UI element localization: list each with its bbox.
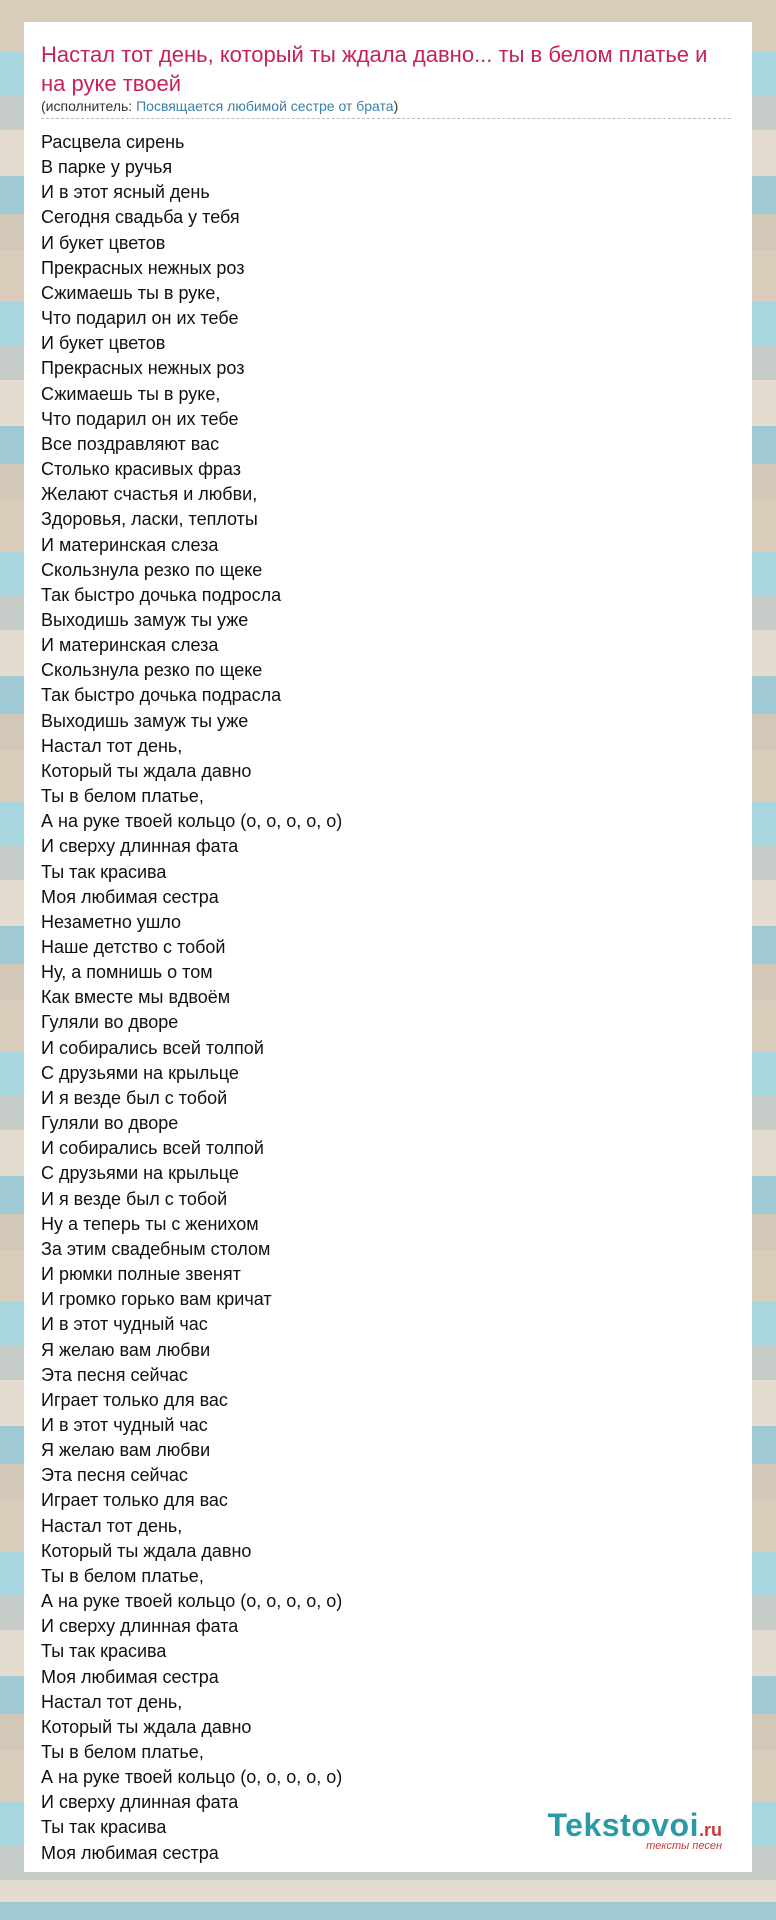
lyric-line: Выходишь замуж ты уже [41,710,249,731]
lyrics-card [24,22,752,1872]
lyric-line: Скользнула резко по щеке [41,660,263,681]
lyric-line: С друзьями на крыльце [41,1163,239,1184]
lyric-line: С друзьями на крыльце [41,1062,239,1083]
lyric-line: Сжимаешь ты в руке, [41,383,221,404]
lyric-line: И букет цветов [41,333,166,354]
lyric-line: Скользнула резко по щеке [41,559,263,580]
lyric-line: Так быстро дочька подросла [41,584,282,605]
logo-tld: .ru [698,1820,722,1840]
lyric-line: Сегодня свадьба у тебя [41,207,240,228]
lyric-line: И в этот ясный день [41,182,210,203]
lyric-line: Ты так красива [41,1817,167,1838]
lyric-line: Который ты ждала давно [41,1716,252,1737]
lyric-line: Как вместе мы вдвоём [41,987,231,1008]
lyric-line: Я желаю вам любви [41,1440,211,1461]
lyric-line: И сверху длинная фата [41,1616,239,1637]
lyric-line: И материнская слеза [41,635,219,656]
lyric-line: Ну а теперь ты с женихом [41,1213,259,1234]
lyric-line: Гуляли во дворе [41,1012,179,1033]
lyric-line: И материнская слеза [41,534,219,555]
lyric-line: И в этот чудный час [41,1414,208,1435]
lyric-line: В парке у ручья [41,157,173,178]
lyric-line: Настал тот день, [41,1691,183,1712]
lyric-line: Играет только для вас [41,1490,228,1511]
lyric-line: Выходишь замуж ты уже [41,609,249,630]
lyric-line: И в этот чудный час [41,1314,208,1335]
lyric-line: И собирались всей толпой [41,1138,264,1159]
lyric-line: Ты так красива [41,1641,167,1662]
lyric-line: Что подарил он их тебе [41,308,239,329]
lyric-line: И я везде был с тобой [41,1188,228,1209]
lyric-line: Настал тот день, [41,735,183,756]
lyric-line: Ты так красива [41,861,167,882]
lyric-line: А на руке твоей кольцо (о, о, о, о, о) [41,1767,343,1788]
lyric-line: А на руке твоей кольцо (о, о, о, о, о) [41,811,343,832]
lyric-line: Наше детство с тобой [41,937,226,957]
lyric-line: Гуляли во дворе [41,1113,179,1134]
lyric-line: А на руке твоей кольцо (о, о, о, о, о) [41,1591,343,1612]
lyric-line: Эта песня сейчас [41,1465,188,1486]
lyric-line: Прекрасных нежных роз [41,358,245,379]
artist-prefix: (исполнитель: [41,98,137,114]
page-title: Настал тот день, который ты ждала давно... ты в белом платье и на руке твоей [41,42,708,96]
lyric-line: Ты в белом платье, [41,1742,204,1762]
lyric-line: Сжимаешь ты в руке, [41,282,221,303]
artist-link[interactable]: Посвящается любимой сестре от брата [136,98,394,114]
lyric-line: Ты в белом платье, [41,1565,204,1586]
lyric-line: Моя любимая сестра [41,1666,219,1687]
lyric-line: И собирались всей толпой [41,1037,264,1058]
lyric-line: И сверху длинная фата [41,1792,239,1813]
lyric-line: И я везде был с тобой [41,1087,228,1108]
lyric-line: За этим свадебным столом [41,1238,271,1259]
lyric-line: И рюмки полные звенят [41,1264,241,1285]
logo-name: Tekstovoi [547,1807,699,1843]
lyric-line: Эта песня сейчас [41,1364,188,1385]
artist-suffix: ) [393,98,399,114]
lyric-line: Моя любимая сестра [41,1842,219,1863]
bottom-strip [0,1902,776,1920]
site-logo[interactable] [547,1807,722,1852]
lyric-line: Расцвела сирень [41,132,185,152]
lyric-line: Настал тот день, [41,1515,183,1536]
lyric-line: Который ты ждала давно [41,760,252,781]
lyric-line: Ты в белом платье, [41,786,204,807]
lyric-line: Играет только для вас [41,1389,228,1410]
lyric-line: Столько красивых фраз [41,459,241,480]
lyric-line: Желают счастья и любви, [41,484,258,505]
lyric-line: Прекрасных нежных роз [41,257,245,278]
lyric-line: Так быстро дочька подрасла [41,685,282,706]
lyric-line: Который ты ждала давно [41,1540,252,1561]
lyric-line: Незаметно ушло [41,911,182,932]
lyric-line: И сверху длинная фата [41,836,239,857]
lyric-line: Моя любимая сестра [41,886,219,907]
lyric-line: Я желаю вам любви [41,1339,211,1360]
lyric-line: Что подарил он их тебе [41,408,239,429]
lyric-line: Ну, а помнишь о том [41,962,213,983]
lyric-line: Здоровья, ласки, теплоты [41,509,258,530]
logo-tagline: тексты песен [646,1840,722,1852]
lyric-line: И букет цветов [41,232,166,253]
lyric-line: И громко горько вам кричат [41,1289,272,1310]
artist-line [41,98,731,119]
lyric-line: Все поздравляют вас [41,433,220,454]
lyrics-text [41,130,731,1866]
